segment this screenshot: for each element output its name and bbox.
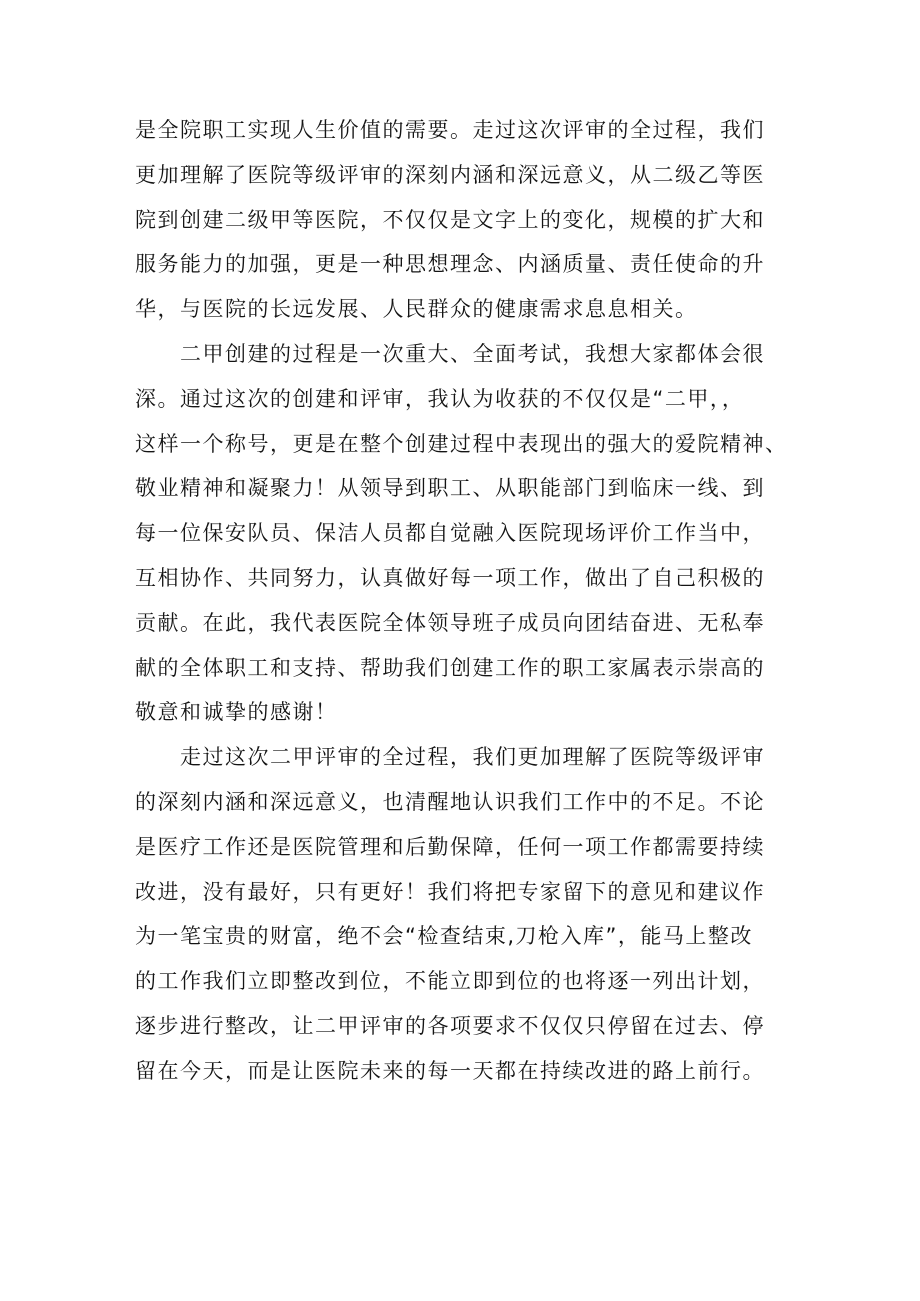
text-line: 服务能力的加强，更是一种思想理念、内涵质量、责任使命的升 xyxy=(135,252,765,277)
text-line: 献的全体职工和支持、帮助我们创建工作的职工家属表示崇高的 xyxy=(135,655,765,680)
text-line: 互相协作、共同努力，认真做好每一项工作，做出了自己积极的 xyxy=(135,565,765,590)
text-line: 院到创建二级甲等医院，不仅仅是文字上的变化，规模的扩大和 xyxy=(135,207,765,232)
text-line: 走过这次二甲评审的全过程，我们更加理解了医院等级评审 xyxy=(135,745,765,770)
text-line: 这样一个称号，更是在整个创建过程中表现出的强大的爱院精神、 xyxy=(135,431,788,456)
body-text xyxy=(135,108,795,1094)
text-line: 敬业精神和凝聚力！从领导到职工、从职能部门到临床一线、到 xyxy=(135,476,765,501)
text-line: 是医疗工作还是医院管理和后勤保障，任何一项工作都需要持续 xyxy=(135,834,765,859)
text-line: 为一笔宝贵的财富，绝不会“检查结束,刀枪入库”，能马上整改 xyxy=(135,924,753,949)
text-line: 二甲创建的过程是一次重大、全面考试，我想大家都体会很 xyxy=(135,341,765,366)
text-line: 改进，没有最好，只有更好！我们将把专家留下的意见和建议作 xyxy=(135,879,765,904)
text-line: 逐步进行整改，让二甲评审的各项要求不仅仅只停留在过去、停 xyxy=(135,1013,765,1038)
text-line: 的工作我们立即整改到位，不能立即到位的也将逐一列出计划， xyxy=(135,969,765,994)
text-line: 每一位保安队员、保洁人员都自觉融入医院现场评价工作当中， xyxy=(135,521,765,546)
text-line: 的深刻内涵和深远意义，也清醒地认识我们工作中的不足。不论 xyxy=(135,789,765,814)
text-line: 更加理解了医院等级评审的深刻内涵和深远意义，从二级乙等医 xyxy=(135,162,765,187)
text-line: 是全院职工实现人生价值的需要。走过这次评审的全过程，我们 xyxy=(135,118,765,142)
text-line: 深。通过这次的创建和评审，我认为收获的不仅仅是“二甲，， xyxy=(135,386,745,411)
text-line: 贡献。在此，我代表医院全体领导班子成员向团结奋进、无私奉 xyxy=(135,610,765,635)
text-line: 华，与医院的长远发展、人民群众的健康需求息息相关。 xyxy=(135,297,698,322)
text-line: 敬意和诚挚的感谢！ xyxy=(135,700,338,725)
text-line: 留在今天，而是让医院未来的每一天都在持续改进的路上前行。 xyxy=(135,1058,765,1083)
